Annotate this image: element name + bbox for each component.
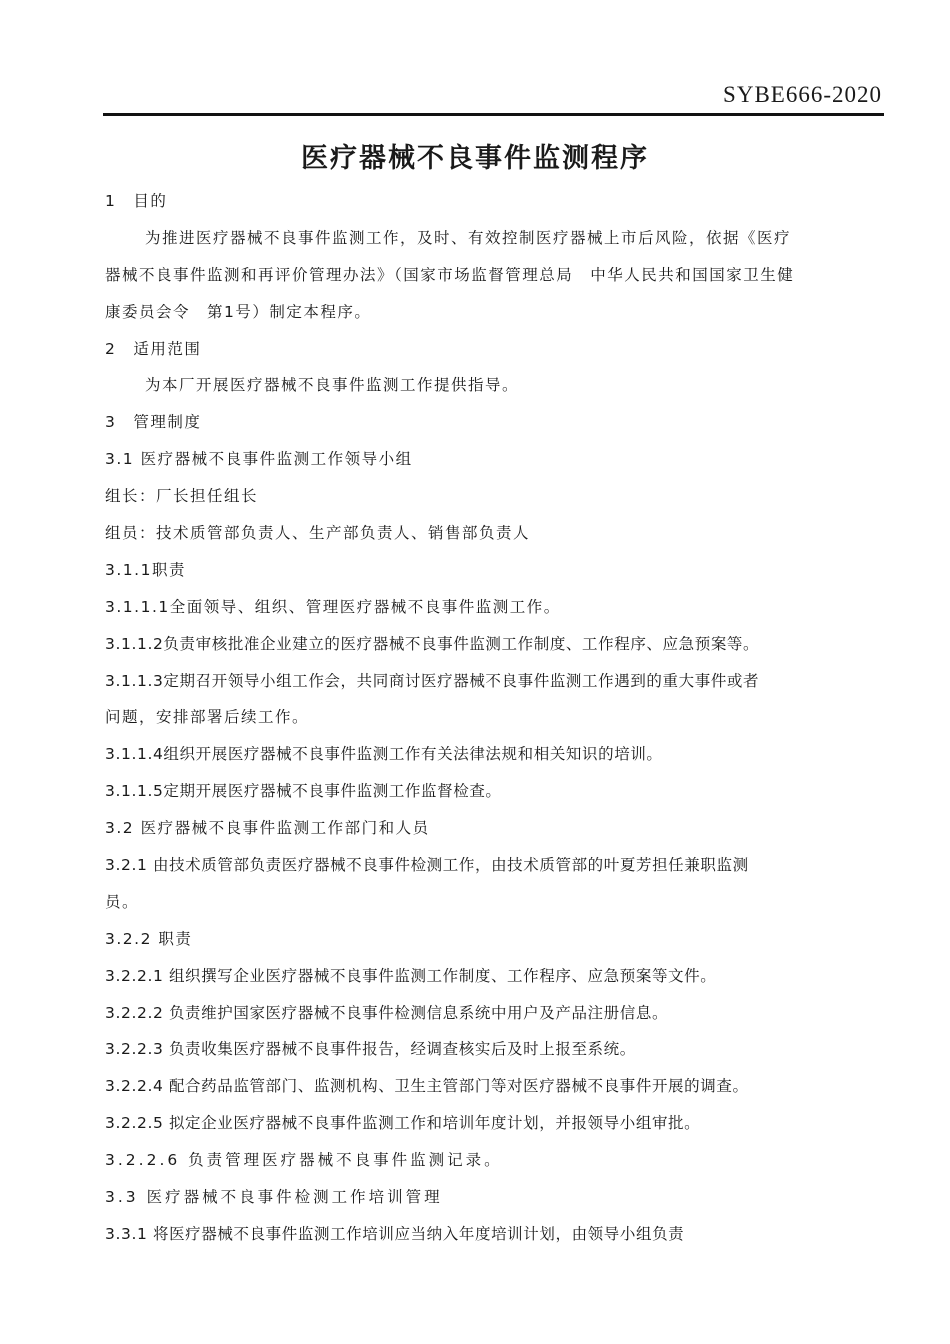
document-title: 医疗器械不良事件监测程序 <box>301 143 649 174</box>
document-body <box>105 183 880 1253</box>
subsection-heading: 3.1 医疗器械不良事件监测工作领导小组 <box>105 450 413 469</box>
clause-line: 3.1.1.4组织开展医疗器械不良事件监测工作有关法律法规和相关知识的培训。 <box>105 745 663 764</box>
clause-line: 3.1.1.2负责审核批准企业建立的医疗器械不良事件监测工作制度、工作程序、应急预案等。 <box>105 634 760 653</box>
subsection-heading: 3.2 医疗器械不良事件监测工作部门和人员 <box>105 819 430 838</box>
clause-line: 3.1.1职责 <box>105 560 186 579</box>
paragraph-line: 问题，安排部署后续工作。 <box>105 708 310 727</box>
clause-line: 3.1.1.5定期开展医疗器械不良事件监测工作监督检查。 <box>105 782 502 801</box>
document-code: SYBE666-2020 <box>723 82 882 107</box>
paragraph-line: 康委员会令 第1号）制定本程序。 <box>105 302 372 321</box>
clause-line: 3.3.1 将医疗器械不良事件监测工作培训应当纳入年度培训计划，由领导小组负责 <box>105 1224 685 1243</box>
clause-line: 3.2.2.6 负责管理医疗器械不良事件监测记录。 <box>105 1151 503 1170</box>
paragraph-line: 为本厂开展医疗器械不良事件监测工作提供指导。 <box>145 376 520 395</box>
clause-line: 3.1.1.3定期召开领导小组工作会，共同商讨医疗器械不良事件监测工作遇到的重大事件或者 <box>105 671 760 690</box>
paragraph-line: 器械不良事件监测和再评价管理办法》（国家市场监督管理总局 中华人民共和国国家卫生健 <box>105 265 795 284</box>
paragraph-line: 员。 <box>105 892 140 911</box>
paragraph-line: 组长：厂长担任组长 <box>105 487 259 506</box>
paragraph-line: 组员：技术质管部负责人、生产部负责人、销售部负责人 <box>105 524 531 543</box>
clause-line: 3.2.2.3 负责收集医疗器械不良事件报告，经调查核实后及时上报至系统。 <box>105 1040 636 1059</box>
clause-line: 3.2.2 职责 <box>105 929 193 948</box>
subsection-heading: 3.3 医疗器械不良事件检测工作培训管理 <box>105 1188 443 1207</box>
clause-line: 3.1.1.1全面领导、组织、管理医疗器械不良事件监测工作。 <box>105 597 561 616</box>
clause-line: 3.2.2.2 负责维护国家医疗器械不良事件检测信息系统中用户及产品注册信息。 <box>105 1003 669 1022</box>
section-heading: 3 管理制度 <box>105 413 202 432</box>
paragraph-line: 为推进医疗器械不良事件监测工作，及时、有效控制医疗器械上市后风险，依据《医疗 <box>145 228 792 247</box>
clause-line: 3.2.2.4 配合药品监管部门、监测机构、卫生主管部门等对医疗器械不良事件开展的调查。 <box>105 1077 749 1096</box>
section-heading: 2 适用范围 <box>105 339 202 358</box>
clause-line: 3.2.2.5 拟定企业医疗器械不良事件监测工作和培训年度计划，并报领导小组审批。 <box>105 1114 701 1133</box>
section-heading: 1 目的 <box>105 192 168 210</box>
clause-line: 3.2.1 由技术质管部负责医疗器械不良事件检测工作，由技术质管部的叶夏芳担任兼职监测 <box>105 856 749 875</box>
clause-line: 3.2.2.1 组织撰写企业医疗器械不良事件监测工作制度、工作程序、应急预案等文件。 <box>105 966 717 985</box>
header-rule <box>103 113 884 116</box>
